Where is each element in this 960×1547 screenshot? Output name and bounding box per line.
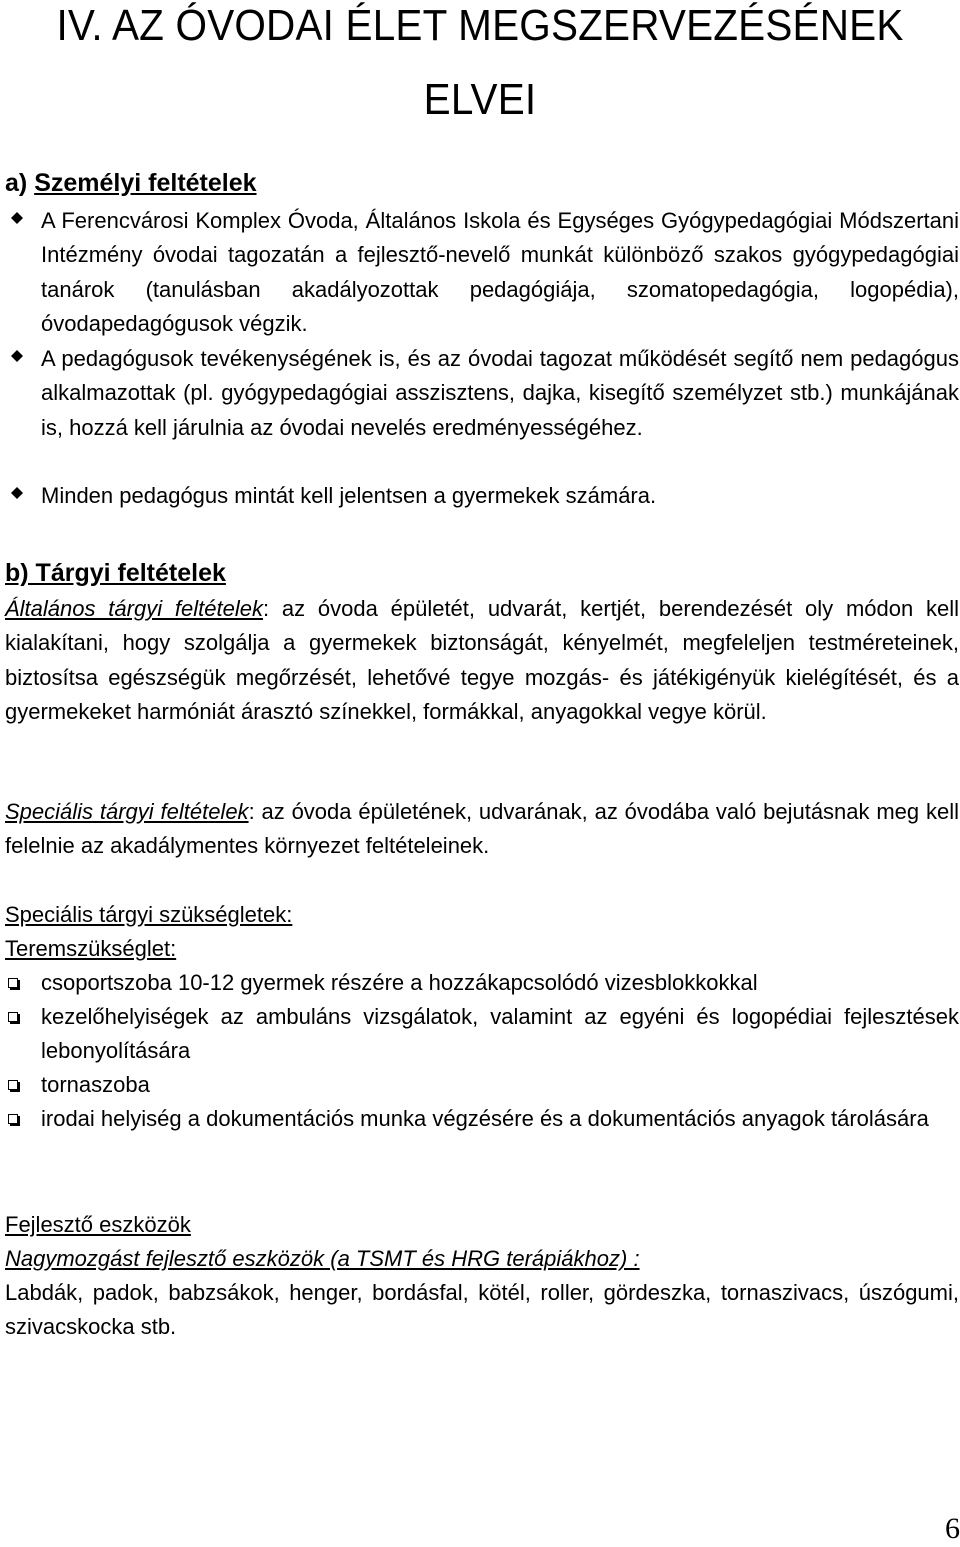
list-item-text: csoportszoba 10-12 gyermek részére a hozzákapcsolódó vizesblokkokkal [41, 970, 758, 995]
page-title-line-1: IV. AZ ÓVODAI ÉLET MEGSZERVEZÉSÉNEK [56, 1, 904, 50]
special-conditions-text: : az óvoda épületének, udvarának, az óvodába való bejutásnak meg kell felelnie az akadálymentes környezet feltételeinek. [5, 799, 959, 859]
special-conditions-paragraph [5, 795, 959, 864]
general-conditions-label: Általános tárgyi feltételek [5, 596, 263, 621]
diamond-bullet-icon [11, 350, 23, 362]
page-title-line-2: ELVEI [423, 75, 537, 124]
general-conditions-paragraph [5, 592, 959, 729]
page-number: 6 [945, 1512, 960, 1545]
gross-motor-label: Nagymozgást fejlesztő eszközök (a TSMT és HRG terápiákhoz) : [5, 1246, 640, 1271]
checkbox-square-icon [8, 978, 18, 988]
checkbox-square-icon [8, 1114, 18, 1124]
section-b-heading: b) Tárgyi feltételek [5, 559, 226, 587]
general-conditions-text: : az óvoda épületét, udvarát, kertjét, berendezését oly módon kell kialakítani, hogy szolgálja a gyermekek biztonságát, kényelmét, megfeleljen testméreteinek, biztosítsa egészségük megőrzését, lehetővé tegye mozgás- és játékigényük kielégítését, és a gyermekeket harmóniát árasztó színekkel, formákkal, anyagokkal vegye körül. [5, 596, 960, 724]
tools-heading: Fejlesztő eszközök [5, 1212, 191, 1237]
special-conditions-label: Speciális tárgyi feltételek [5, 799, 249, 824]
bullet-text: A pedagógusok tevékenységének is, és az óvodai tagozat működését segítő nem pedagógus alkalmazottak (pl. gyógypedagógiai asszisztens, dajka, kisegítő személyzet stb.) munkájának is, hozzá kell járulnia az óvodai nevelés eredményességéhez. [41, 346, 959, 440]
section-a-heading-text: Személyi feltételek [34, 169, 257, 197]
checkbox-square-icon [8, 1080, 18, 1090]
space-needs-label: Teremszükséglet: [5, 936, 177, 961]
special-needs-heading: Speciális tárgyi szükségletek: [5, 902, 293, 927]
section-a-heading: a) Személyi feltételek [5, 169, 257, 197]
checkbox-square-icon [8, 1012, 18, 1022]
gross-motor-text: Labdák, padok, babzsákok, henger, bordásfal, kötél, roller, gördeszka, tornaszivacs, úszógumi, szivacskocka stb. [5, 1280, 959, 1340]
list-item-text: kezelőhelyiségek az ambuláns vizsgálatok, valamint az egyéni és logopédiai fejlesztések lebonyolítására [41, 1004, 959, 1064]
bullet-text: A Ferencvárosi Komplex Óvoda, Általános Iskola és Egységes Gyógypedagógiai Módszertani Intézmény óvodai tagozatán a fejlesztő-nevelő munkát különböző szakos gyógypedagógiai tanárok (tanulásban akadályozottak pedagógiája, szomatopedagógia, logopédia), óvodapedagógusok végzik. [41, 208, 959, 336]
list-item-text: irodai helyiség a dokumentációs munka végzésére és a dokumentációs anyagok tárolására [41, 1106, 929, 1131]
list-item-text: tornaszoba [41, 1072, 150, 1097]
diamond-bullet-icon [11, 212, 23, 224]
diamond-bullet-icon [11, 487, 23, 499]
bullet-text: Minden pedagógus mintát kell jelentsen a gyermekek számára. [41, 483, 657, 508]
